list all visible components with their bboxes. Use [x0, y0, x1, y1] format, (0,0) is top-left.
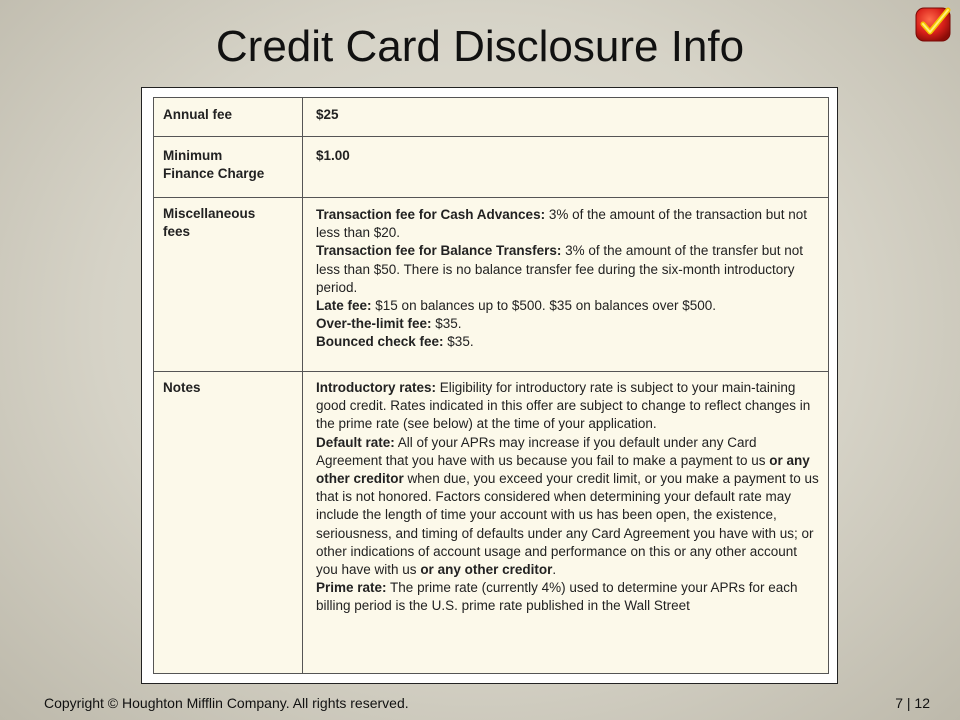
red-checkmark-icon	[914, 4, 954, 44]
table-row-annual-fee	[154, 98, 828, 136]
row-value	[316, 206, 821, 352]
fee-item: Over-the-limit fee: $35.	[316, 316, 462, 332]
fee-item: Transaction fee for Balance Transfers: 3% of the amount of the transfer but not less than $50. There is no balance transfer fee during the six-month introductory period.	[316, 243, 803, 295]
row-value	[316, 379, 821, 616]
copyright-notice: Copyright © Houghton Mifflin Company. All rights reserved.	[44, 695, 409, 711]
fee-item: Late fee: $15 on balances up to $500. $35 on balances over $500.	[316, 298, 717, 314]
note-item: Default rate: All of your APRs may increase if you default under any Card Agreement that you have with us because you fail to make a payment to us or any other creditor when due, you exceed your credit limit, or you make a payment to us that is not honored. Factors considered when determining your default rate may include the length of time your account with us has been open, the existence, seriousness, and timing of defaults under any Card Agreement you have with us; or other indications of account usage and performance on this or any other account you have with us or any other creditor.	[316, 434, 819, 578]
fee-item: Bounced check fee: $35.	[316, 334, 474, 350]
table-row-misc-fees	[154, 197, 828, 371]
row-label: Notes	[163, 380, 201, 395]
fee-item: Transaction fee for Cash Advances: 3% of the amount of the transaction but not less than $20.	[316, 207, 807, 241]
row-label: Minimum Finance Charge	[163, 148, 265, 181]
row-label: Miscellaneous fees	[163, 206, 256, 239]
slide-title: Credit Card Disclosure Info	[215, 22, 745, 71]
row-value: $1.00	[316, 148, 350, 163]
row-label: Annual fee	[163, 107, 233, 122]
disclosure-table-frame	[141, 87, 838, 684]
row-value: $25	[316, 107, 339, 122]
table-row-min-finance-charge	[154, 136, 828, 197]
table-row-notes	[154, 371, 828, 675]
note-item: Introductory rates: Eligibility for introductory rate is subject to your main-taining good credit. Rates indicated in this offer are subject to change to reflect changes in the prime rate (see below) at the time of your application.	[316, 380, 811, 432]
page-number: 7 | 12	[895, 695, 930, 711]
disclosure-table	[153, 97, 829, 674]
note-item: Prime rate: The prime rate (currently 4%) used to determine your APRs for each billing period is the U.S. prime rate published in the Wall Street	[316, 580, 798, 614]
